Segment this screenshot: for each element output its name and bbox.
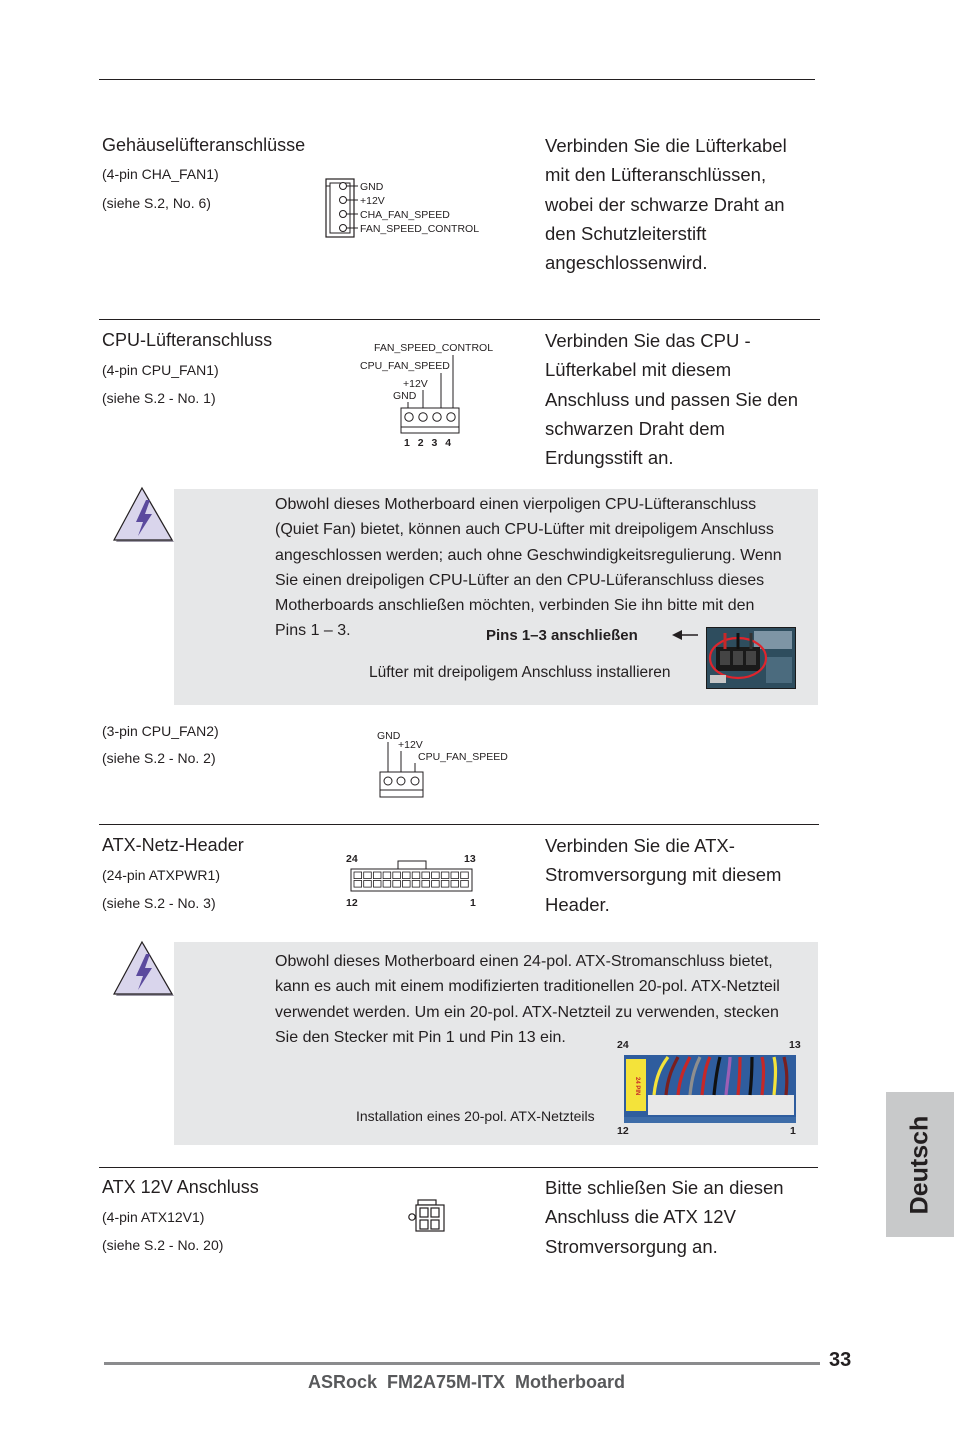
cpu-fan-pin-12v: +12V <box>403 378 428 390</box>
atx-pin-cell <box>432 881 440 888</box>
cpu-fan-pin-gnd: GND <box>393 390 417 402</box>
pins-connect-label: Pins 1–3 anschließen <box>486 627 638 644</box>
atx-ref: (siehe S.2 - No. 3) <box>102 895 216 911</box>
atx-pin-cell <box>422 872 430 879</box>
atx-pin-cell <box>403 872 411 879</box>
cha-fan-pin-12v: +12V <box>360 195 385 207</box>
cha-fan-ref: (siehe S.2, No. 6) <box>102 195 211 211</box>
atx-pin-cell <box>461 881 469 888</box>
cpu-fan-ref: (siehe S.2 - No. 1) <box>102 390 216 406</box>
arrow-left-icon <box>670 627 700 643</box>
atx-pin-cell <box>354 872 362 879</box>
atx12v-pin: (4-pin ATX12V1) <box>102 1209 205 1225</box>
atx-pin-cell <box>373 881 381 888</box>
footer-product: ASRock FM2A75M-ITX Motherboard <box>308 1372 626 1392</box>
atx-photo-label-24: 24 <box>617 1039 629 1051</box>
atx12v-ref: (siehe S.2 - No. 20) <box>102 1237 224 1253</box>
atx-pin-cell <box>383 881 391 888</box>
atx12v-title: ATX 12V Anschluss <box>102 1177 259 1197</box>
atx-label-24: 24 <box>346 853 358 865</box>
atx12v-connector-diagram <box>405 1198 449 1234</box>
atx-photo <box>612 1035 808 1139</box>
divider <box>99 319 820 320</box>
atx-title: ATX-Netz-Header <box>102 835 244 855</box>
cpu-fan-pin-speed: CPU_FAN_SPEED <box>360 360 450 372</box>
atx-photo-label-1: 1 <box>790 1125 796 1137</box>
atx-photo-label-13: 13 <box>789 1039 801 1051</box>
atx-pin-cell <box>393 881 401 888</box>
warning-icon <box>112 940 176 1000</box>
cpu-fan-pin: (4-pin CPU_FAN1) <box>102 362 219 378</box>
atx12v-description: Bitte schließen Sie an diesen Anschluss die ATX 12V Stromversorgung an. <box>545 1177 784 1257</box>
atx-pin-cell <box>461 872 469 879</box>
cpu-fan2-ref: (siehe S.2 - No. 2) <box>102 750 216 766</box>
atx-pin-cell <box>441 872 449 879</box>
atx-pin-cell <box>354 881 362 888</box>
divider <box>99 824 819 825</box>
atx-pin: (24-pin ATXPWR1) <box>102 867 220 883</box>
cpu-fan2-pin-speed: CPU_FAN_SPEED <box>418 751 508 763</box>
cpu-fan2-connector-diagram <box>372 728 512 800</box>
fan-install-label: Lüfter mit dreipoligem Anschluss installieren <box>369 664 671 681</box>
note-atx-text: Obwohl dieses Motherboard einen 24-pol. ATX-Stromanschluss bietet, kann es auch mit einem modifizierten traditionellen 20-pol. ATX-Netzteil verwendet werden. Um ein 20-pol. ATX-Netzteil zu verwenden, stecken Sie den Stecker mit Pin 1 und Pin 13 ein. <box>275 953 780 1046</box>
cpu-fan2-pin-gnd: GND <box>377 730 401 742</box>
cpu-fan-description: Verbinden Sie das CPU - Lüfterkabel mit diesem Anschluss und passen Sie den schwarzen Draht dem Erdungsstift an. <box>545 330 799 469</box>
cha-fan-title: Gehäuselüfteranschlüsse <box>102 135 306 155</box>
cpu-fan-pin-control: FAN_SPEED_CONTROL <box>374 342 494 354</box>
divider <box>99 1167 818 1168</box>
atx20-install-label: Installation eines 20-pol. ATX-Netzteils <box>356 1108 595 1124</box>
page-number: 33 <box>829 1349 852 1371</box>
cha-fan-pin: (4-pin CHA_FAN1) <box>102 166 219 182</box>
top-rule <box>99 79 815 80</box>
language-tab-label: Deutsch <box>905 1115 934 1214</box>
cha-fan-description: Verbinden Sie die Lüfterkabel mit den Lüfteranschlüssen, wobei der schwarze Draht an den Schutzleiterstift angeschlossenwird. <box>545 135 787 274</box>
cpu-fan2-pin: (3-pin CPU_FAN2) <box>102 723 219 739</box>
warning-icon <box>112 486 176 546</box>
language-tab <box>886 1092 954 1237</box>
cpu-fan2-pin-12v: +12V <box>398 739 423 751</box>
cpu-fan-pin-numbers: 1 2 3 4 <box>404 437 454 449</box>
atx-label-13: 13 <box>464 853 476 865</box>
atx-pin-cell <box>451 872 459 879</box>
footer-rule <box>104 1362 820 1365</box>
atx-pin-cell <box>393 872 401 879</box>
atx-pin-cell <box>364 881 372 888</box>
cha-fan-pin-control: FAN_SPEED_CONTROL <box>360 223 480 235</box>
cpu-fan-connector-diagram <box>356 338 506 453</box>
atx-pin-cell <box>383 872 391 879</box>
fan-connector-photo <box>706 627 796 689</box>
atx-pin-cell <box>451 881 459 888</box>
atx-label-12: 12 <box>346 897 358 909</box>
atx-description: Verbinden Sie die ATX- Stromversorgung mit diesem Header. <box>545 835 782 915</box>
atx-photo-pin-label: 24 PIN <box>634 1077 640 1096</box>
cha-fan-pin-gnd: GND <box>360 181 384 193</box>
atx-pin-cell <box>403 881 411 888</box>
atx-pin-cell <box>412 872 420 879</box>
atx-label-1: 1 <box>470 897 476 909</box>
cpu-fan-title: CPU-Lüfteranschluss <box>102 330 273 350</box>
atx-photo-label-12: 12 <box>617 1125 629 1137</box>
atx-pin-cell <box>364 872 372 879</box>
cha-fan-pin-speed: CHA_FAN_SPEED <box>360 209 450 221</box>
cha-fan-connector-diagram <box>324 176 524 240</box>
atx-pin-cell <box>432 872 440 879</box>
atx-pin-cell <box>441 881 449 888</box>
atx-pin-cell <box>412 881 420 888</box>
atx-pin-cell <box>373 872 381 879</box>
note-cpu-fan-text: Obwohl dieses Motherboard einen vierpoligen CPU-Lüfteranschluss (Quiet Fan) bietet, können auch CPU-Lüfter mit dreipoligem Anschluss angeschlossen werden; auch ohne Geschwindigkeitsregulierung. Wenn Sie einen dreipoligen CPU-Lüfter an den CPU-Lüferanschluss dieses Motherboards anschließen möchten, verbinden Sie ihn bitte mit den Pins 1 – 3. <box>275 496 782 640</box>
atx-pin-cell <box>422 881 430 888</box>
atx-connector-diagram <box>340 850 490 912</box>
